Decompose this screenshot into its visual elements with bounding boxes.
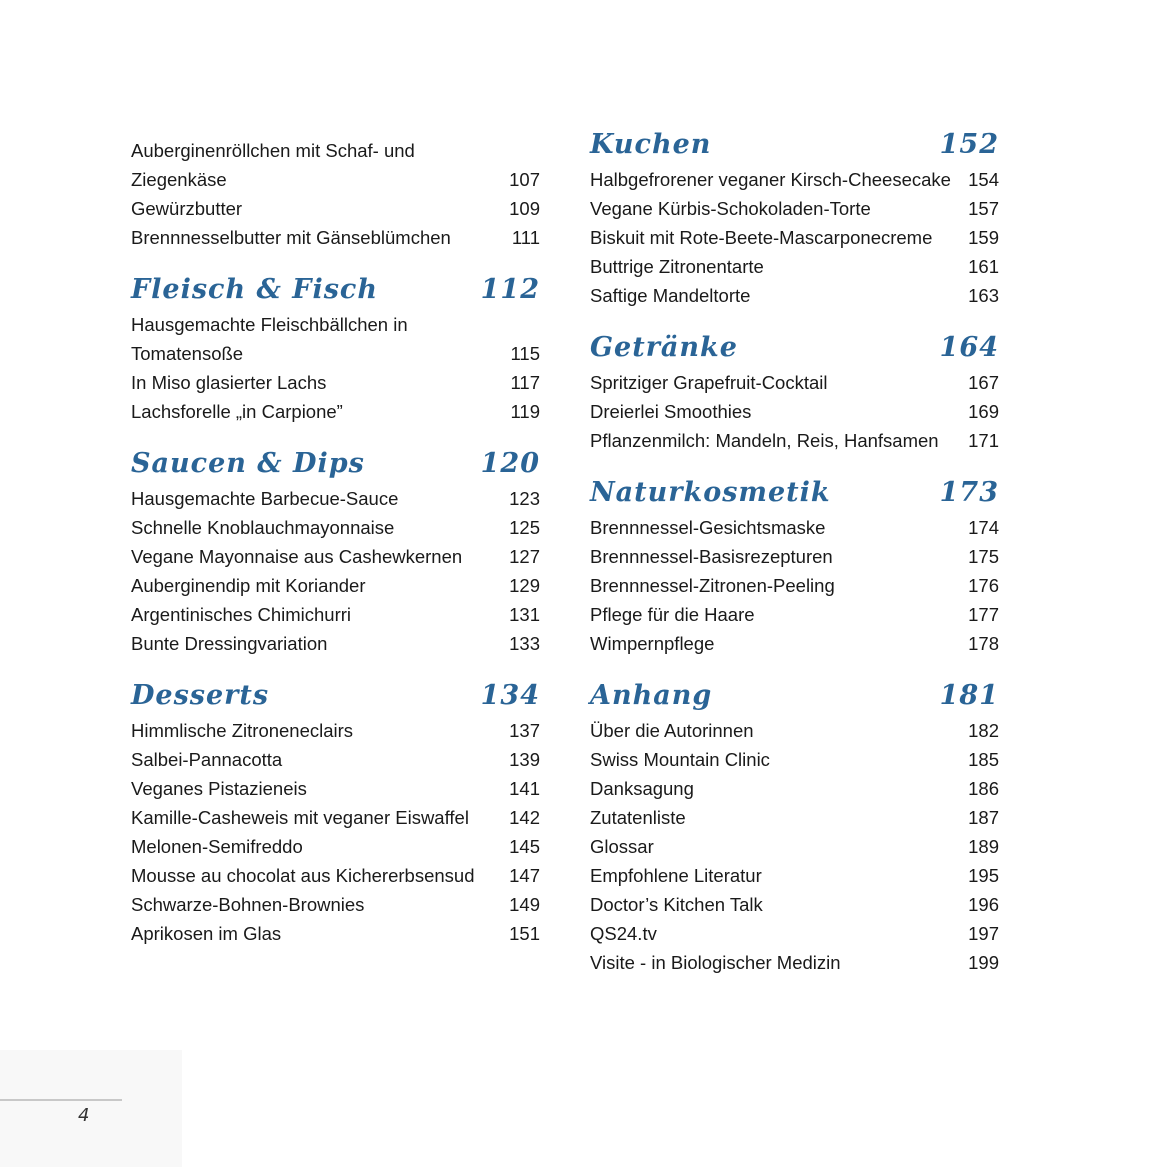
entry-title: Pflanzenmilch: Mandeln, Reis, Hanfsamen — [590, 430, 939, 451]
toc-entry — [131, 919, 540, 948]
toc-entry — [131, 832, 540, 861]
entry-title: Glossar — [590, 836, 654, 857]
toc-entry — [131, 368, 540, 397]
toc-entry — [131, 745, 540, 774]
entry-page: 119 — [510, 401, 540, 422]
toc-entry — [590, 513, 999, 542]
page-number: 4 — [78, 1105, 90, 1126]
entry-page: 133 — [509, 633, 540, 654]
entry-title: Spritziger Grapefruit-Cocktail — [590, 372, 828, 393]
entry-page: 178 — [968, 633, 999, 654]
toc-entry — [590, 948, 999, 977]
entry-page: 159 — [968, 227, 999, 248]
entry-title: Brennnessel-Zitronen-Peeling — [590, 575, 835, 596]
section-heading — [590, 658, 999, 716]
toc-entry — [131, 803, 540, 832]
toc-entry — [590, 600, 999, 629]
entry-page: 154 — [968, 169, 999, 190]
toc-entry — [131, 542, 540, 571]
section-title: Getränke — [590, 332, 738, 363]
entry-title: Swiss Mountain Clinic — [590, 749, 770, 770]
entry-page: 189 — [968, 836, 999, 857]
entry-title: Brennnessel-Basisrezepturen — [590, 546, 833, 567]
toc-entry — [590, 252, 999, 281]
entry-page: 149 — [509, 894, 540, 915]
entry-title: Bunte Dressingvariation — [131, 633, 328, 654]
toc-entry — [590, 571, 999, 600]
toc-entry — [131, 136, 540, 194]
entry-title: Dreierlei Smoothies — [590, 401, 752, 422]
toc-entry — [590, 890, 999, 919]
entry-title: Mousse au chocolat aus Kichererbsensud — [131, 865, 475, 886]
section-title: Kuchen — [590, 129, 712, 160]
entry-page: 117 — [510, 372, 540, 393]
entry-title: Hausgemachte Fleischbällchen in Tomatensoße — [131, 314, 408, 364]
entry-page: 175 — [968, 546, 999, 567]
entry-page: 129 — [509, 575, 540, 596]
section-page: 112 — [480, 274, 540, 305]
entry-title: Brennnessel-Gesichtsmaske — [590, 517, 826, 538]
entry-title: Visite - in Biologischer Medizin — [590, 952, 841, 973]
entry-page: 171 — [968, 430, 999, 451]
toc-entry — [131, 571, 540, 600]
entry-page: 167 — [968, 372, 999, 393]
entry-page: 163 — [968, 285, 999, 306]
entry-page: 131 — [509, 604, 540, 625]
entry-page: 127 — [509, 546, 540, 567]
footer-divider — [0, 1099, 122, 1101]
section-title: Desserts — [131, 680, 270, 711]
toc-entry — [131, 890, 540, 919]
toc-entry — [590, 716, 999, 745]
entry-title: QS24.tv — [590, 923, 657, 944]
entry-page: 157 — [968, 198, 999, 219]
entry-title: Danksagung — [590, 778, 694, 799]
toc-entry — [131, 310, 540, 368]
toc-entry — [131, 484, 540, 513]
entry-title: In Miso glasierter Lachs — [131, 372, 327, 393]
toc-column-left — [131, 136, 540, 948]
entry-page: 196 — [968, 894, 999, 915]
entry-title: Auberginenröllchen mit Schaf- und Ziegenkäse — [131, 140, 415, 190]
entry-page: 141 — [509, 778, 540, 799]
section-page: 181 — [939, 680, 999, 711]
entry-page: 195 — [968, 865, 999, 886]
entry-title: Halbgefrorener veganer Kirsch-Cheesecake — [590, 169, 951, 190]
section-title: Saucen & Dips — [131, 448, 365, 479]
section-heading — [590, 455, 999, 513]
entry-title: Hausgemachte Barbecue-Sauce — [131, 488, 399, 509]
entry-title: Vegane Mayonnaise aus Cashewkernen — [131, 546, 463, 567]
toc-entry — [131, 397, 540, 426]
section-heading — [131, 426, 540, 484]
entry-page: 197 — [968, 923, 999, 944]
toc-entry — [590, 919, 999, 948]
entry-page: 139 — [509, 749, 540, 770]
entry-page: 169 — [968, 401, 999, 422]
entry-page: 145 — [509, 836, 540, 857]
entry-title: Empfohlene Literatur — [590, 865, 762, 886]
entry-title: Lachsforelle „in Carpione” — [131, 401, 343, 422]
entry-page: 123 — [509, 488, 540, 509]
entry-title: Schnelle Knoblauchmayonnaise — [131, 517, 395, 538]
toc-entry — [590, 542, 999, 571]
section-page: 173 — [939, 477, 999, 508]
entry-title: Melonen-Semifreddo — [131, 836, 303, 857]
entry-title: Buttrige Zitronentarte — [590, 256, 764, 277]
entry-title: Auberginendip mit Koriander — [131, 575, 366, 596]
section-title: Naturkosmetik — [590, 477, 831, 508]
toc-entry — [590, 281, 999, 310]
entry-title: Schwarze-Bohnen-Brownies — [131, 894, 365, 915]
section-heading — [131, 658, 540, 716]
section-page: 120 — [480, 448, 540, 479]
toc-entry — [590, 397, 999, 426]
entry-page: 111 — [511, 227, 540, 248]
entry-page: 115 — [510, 343, 540, 364]
toc-entry — [590, 861, 999, 890]
toc-entry — [131, 629, 540, 658]
section-page: 164 — [939, 332, 999, 363]
entry-page: 199 — [968, 952, 999, 973]
toc-entry — [590, 426, 999, 455]
entry-title: Saftige Mandeltorte — [590, 285, 751, 306]
toc-entry — [590, 165, 999, 194]
entry-page: 125 — [509, 517, 540, 538]
entry-page: 147 — [509, 865, 540, 886]
toc-entry — [590, 368, 999, 397]
entry-page: 187 — [968, 807, 999, 828]
entry-page: 177 — [968, 604, 999, 625]
entry-title: Vegane Kürbis-Schokoladen-Torte — [590, 198, 871, 219]
toc-entry — [590, 774, 999, 803]
toc-entry — [590, 223, 999, 252]
entry-page: 182 — [968, 720, 999, 741]
toc-entry — [590, 194, 999, 223]
section-title: Anhang — [590, 680, 713, 711]
entry-title: Pflege für die Haare — [590, 604, 755, 625]
section-page: 134 — [480, 680, 540, 711]
entry-page: 137 — [509, 720, 540, 741]
entry-title: Wimpernpflege — [590, 633, 715, 654]
toc-entry — [131, 774, 540, 803]
entry-title: Aprikosen im Glas — [131, 923, 282, 944]
section-heading — [131, 252, 540, 310]
entry-title: Doctor’s Kitchen Talk — [590, 894, 763, 915]
entry-title: Himmlische Zitroneneclairs — [131, 720, 354, 741]
toc-entry — [131, 861, 540, 890]
entry-page: 174 — [968, 517, 999, 538]
entry-title: Gewürzbutter — [131, 198, 243, 219]
entry-page: 176 — [968, 575, 999, 596]
toc-entry — [590, 803, 999, 832]
entry-title: Salbei-Pannacotta — [131, 749, 283, 770]
entry-title: Veganes Pistazieneis — [131, 778, 307, 799]
toc-column-right — [590, 107, 999, 977]
entry-page: 107 — [509, 169, 540, 190]
entry-page: 109 — [509, 198, 540, 219]
section-page: 152 — [939, 129, 999, 160]
entry-title: Brennnesselbutter mit Gänseblümchen — [131, 227, 451, 248]
page-footer — [0, 1050, 182, 1167]
toc-entry — [131, 600, 540, 629]
entry-title: Argentinisches Chimichurri — [131, 604, 352, 625]
section-heading — [590, 107, 999, 165]
toc-entry — [590, 629, 999, 658]
toc-entry — [590, 832, 999, 861]
entry-page: 142 — [509, 807, 540, 828]
section-title: Fleisch & Fisch — [131, 274, 379, 305]
entry-title: Biskuit mit Rote-Beete-Mascarponecreme — [590, 227, 933, 248]
entry-page: 151 — [509, 923, 540, 944]
section-heading — [590, 310, 999, 368]
entry-page: 186 — [968, 778, 999, 799]
toc-entry — [131, 716, 540, 745]
entry-title: Kamille-Casheweis mit veganer Eiswaffel — [131, 807, 469, 828]
toc-entry — [590, 745, 999, 774]
toc-entry — [131, 194, 540, 223]
toc-entry — [131, 513, 540, 542]
entry-page: 185 — [968, 749, 999, 770]
entry-title: Zutatenliste — [590, 807, 686, 828]
entry-title: Über die Autorinnen — [590, 720, 754, 741]
entry-page: 161 — [968, 256, 999, 277]
toc-entry — [131, 223, 540, 252]
